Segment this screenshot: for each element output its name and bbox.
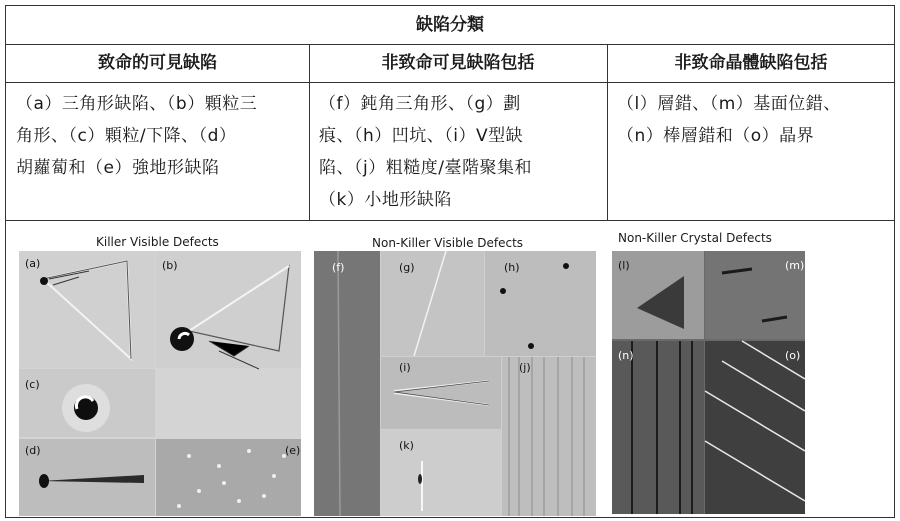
label-a: (a) bbox=[25, 257, 41, 270]
label-e: (e) bbox=[285, 444, 301, 457]
cell-line: 胡蘿蔔和（e）強地形缺陷 bbox=[16, 158, 220, 178]
label-k: (k) bbox=[399, 439, 414, 452]
header-nonkiller-visible: 非致命可見缺陷包括 bbox=[381, 53, 535, 73]
label-i: (i) bbox=[399, 361, 411, 374]
nonkiller-title: Non-Killer Visible Defects bbox=[372, 236, 524, 250]
micrograph-image bbox=[612, 251, 805, 514]
label-o: (o) bbox=[785, 349, 801, 362]
cell-line: 痕、（h）凹坑、（i）V型缺 bbox=[319, 126, 524, 146]
header-killer-visible: 致命的可見缺陷 bbox=[98, 53, 217, 73]
label-m: (m) bbox=[785, 259, 805, 272]
cell-line: （f）鈍角三角形、（g）劃 bbox=[319, 94, 521, 114]
micrograph-image bbox=[19, 251, 301, 516]
nonkiller-micrographs bbox=[314, 251, 596, 516]
label-c: (c) bbox=[25, 378, 40, 391]
cell-line: （n）棒層錯和（o）晶界 bbox=[617, 126, 815, 146]
label-b: (b) bbox=[162, 259, 178, 272]
cell-line: （k）小地形缺陷 bbox=[319, 190, 452, 210]
cell-line: 角形、（c）顆粒/下降、（d） bbox=[16, 126, 237, 146]
cell-line: 陷、（j）粗糙度/臺階聚集和 bbox=[319, 158, 532, 178]
divider bbox=[6, 82, 894, 83]
cell-killer-visible bbox=[16, 88, 306, 184]
label-j: (j) bbox=[519, 361, 531, 374]
crystal-micrographs bbox=[612, 251, 805, 514]
killer-micrographs bbox=[19, 251, 301, 516]
cell-line: （l）層錯、（m）基面位錯、 bbox=[617, 94, 841, 114]
divider bbox=[6, 220, 894, 221]
header-nonkiller-crystal: 非致命晶體缺陷包括 bbox=[674, 53, 828, 73]
cell-line: （a）三角形缺陷、（b）顆粒三 bbox=[16, 94, 258, 114]
table-title: 缺陷分類 bbox=[416, 15, 484, 35]
label-d: (d) bbox=[25, 444, 41, 457]
label-f: (f) bbox=[332, 261, 345, 274]
killer-title: Killer Visible Defects bbox=[96, 235, 219, 249]
cell-nonkiller-crystal bbox=[617, 88, 892, 152]
label-g: (g) bbox=[399, 261, 415, 274]
label-n: (n) bbox=[618, 349, 634, 362]
crystal-title: Non-Killer Crystal Defects bbox=[618, 231, 772, 245]
label-l: (l) bbox=[618, 259, 630, 272]
cell-nonkiller-visible bbox=[319, 88, 604, 216]
label-h: (h) bbox=[504, 261, 520, 274]
micrograph-image bbox=[314, 251, 596, 516]
defect-table bbox=[5, 5, 895, 518]
